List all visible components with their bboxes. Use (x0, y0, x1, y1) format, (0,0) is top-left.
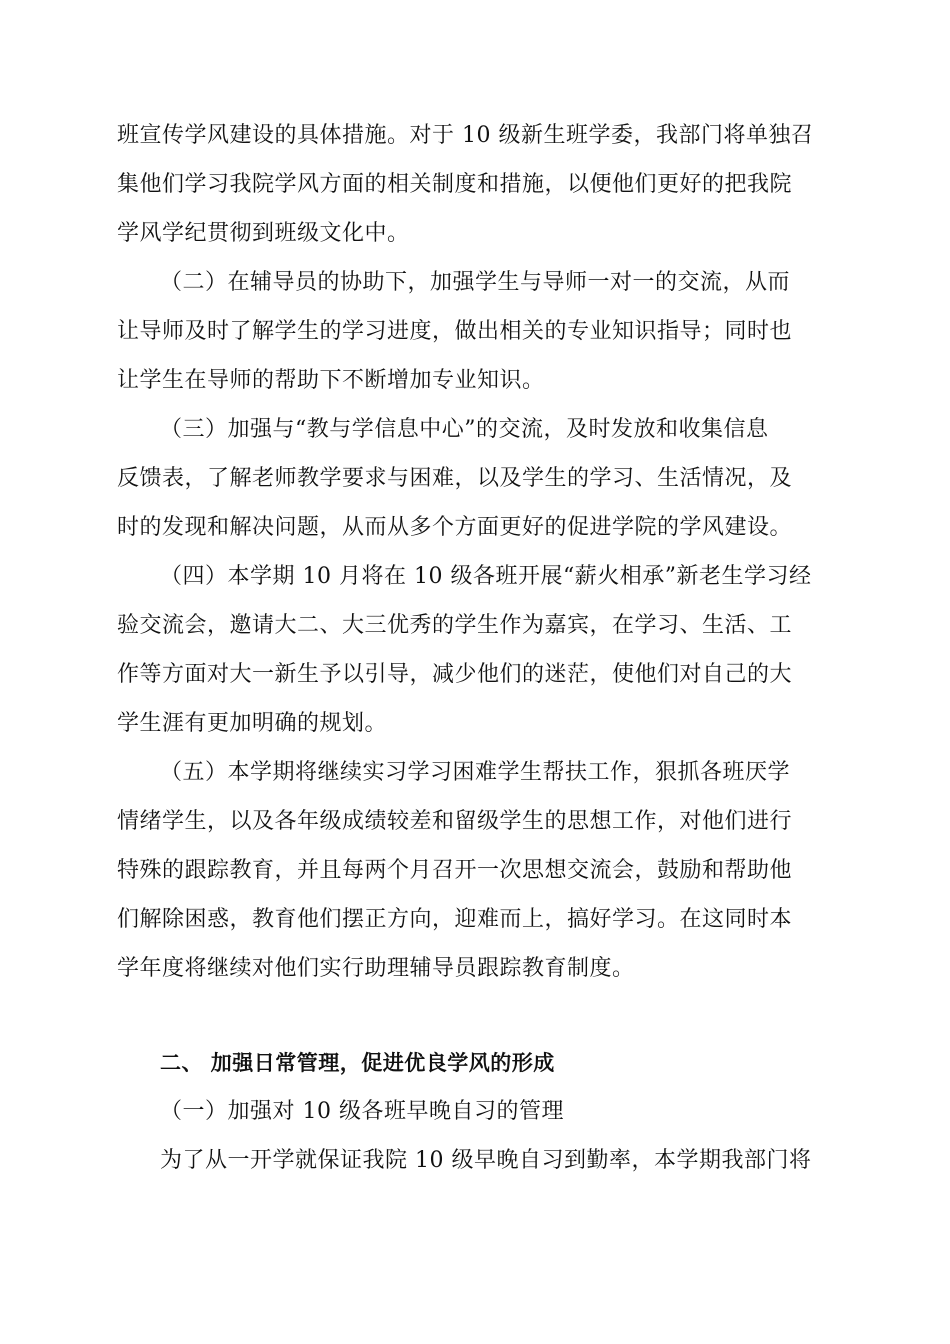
body-text-line: 集他们学习我院学风方面的相关制度和措施，以便他们更好的把我院 (117, 172, 793, 197)
section-heading: 二、 加强日常管理，促进优良学风的形成 (160, 1051, 555, 1075)
body-text-line: 班宣传学风建设的具体措施。对于 10 级新生班学委，我部门将单独召 (117, 123, 814, 148)
body-text-line: 让导师及时了解学生的学习进度，做出相关的专业知识指导；同时也 (117, 319, 793, 344)
paragraph-first-line: （五）本学期将继续实习学习困难学生帮扶工作，狠抓各班厌学 (160, 760, 791, 785)
body-text-line: 反馈表，了解老师教学要求与困难，以及学生的学习、生活情况，及 (117, 466, 793, 491)
body-text-line: 学生涯有更加明确的规划。 (117, 711, 388, 736)
body-text-line: 学年度将继续对他们实行助理辅导员跟踪教育制度。 (117, 956, 635, 981)
body-text-line: 特殊的跟踪教育，并且每两个月召开一次思想交流会，鼓励和帮助他 (117, 858, 793, 883)
body-text-line: 让学生在导师的帮助下不断增加专业知识。 (117, 368, 545, 393)
paragraph-first-line: （四）本学期 10 月将在 10 级各班开展“薪火相承”新老生学习经 (160, 564, 812, 589)
body-text-line: 时的发现和解决问题，从而从多个方面更好的促进学院的学风建设。 (117, 515, 793, 540)
paragraph-first-line: 为了从一开学就保证我院 10 级早晚自习到勤率，本学期我部门将 (160, 1148, 812, 1173)
subsection-heading: （一）加强对 10 级各班早晚自习的管理 (160, 1099, 564, 1124)
body-text-line: 作等方面对大一新生予以引导，减少他们的迷茫，使他们对自己的大 (117, 662, 793, 687)
body-text-line: 们解除困惑，教育他们摆正方向，迎难而上，搞好学习。在这同时本 (117, 907, 793, 932)
paragraph-first-line: （三）加强与“教与学信息中心”的交流，及时发放和收集信息 (160, 417, 769, 442)
body-text-line: 情绪学生，以及各年级成绩较差和留级学生的思想工作，对他们进行 (117, 809, 793, 834)
paragraph-first-line: （二）在辅导员的协助下，加强学生与导师一对一的交流，从而 (160, 270, 791, 295)
body-text-line: 学风学纪贯彻到班级文化中。 (117, 221, 410, 246)
body-text-line: 验交流会，邀请大二、大三优秀的学生作为嘉宾，在学习、生活、工 (117, 613, 793, 638)
